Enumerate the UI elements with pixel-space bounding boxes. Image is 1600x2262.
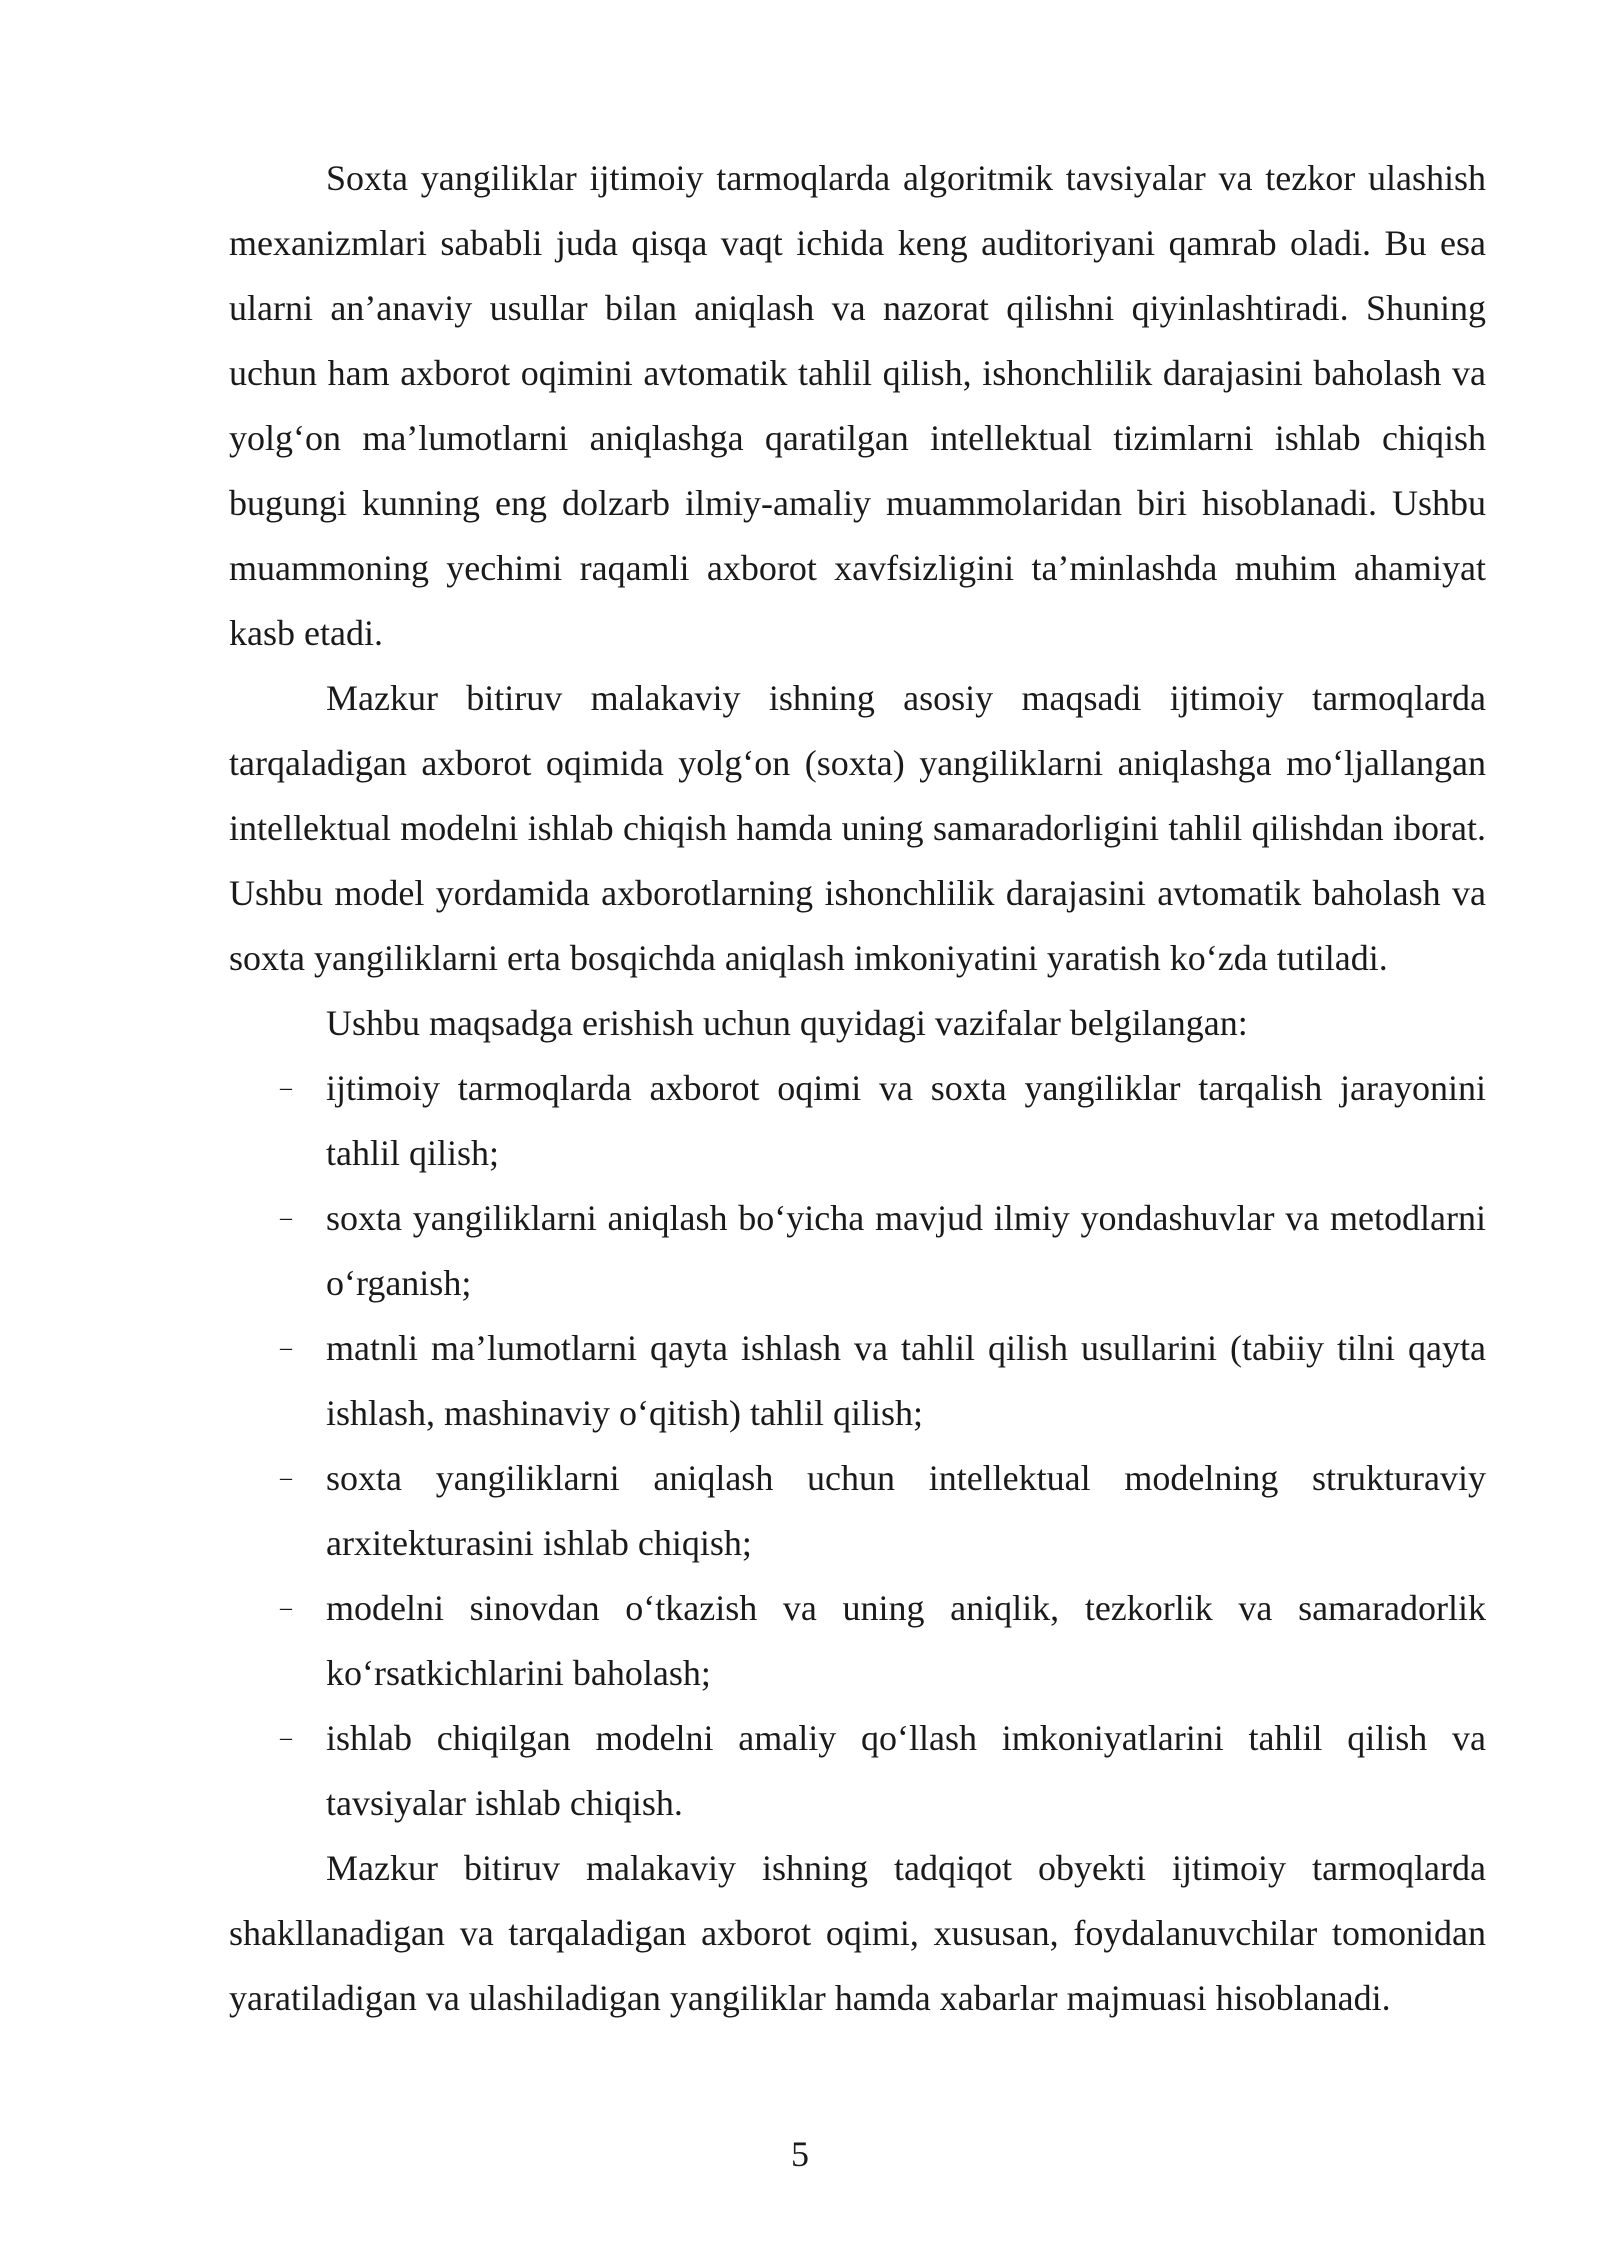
dash-bullet: –	[280, 1465, 292, 1491]
list-item-text: ishlab chiqilgan modelni amaliy qo‘llash imkoniyatlarini tahlil qilish va tavsiyalar ishlab chiqish.	[326, 1718, 1486, 1823]
dash-bullet: –	[280, 1205, 292, 1231]
document-page	[229, 146, 1486, 2031]
paragraph-problem-statement: Soxta yangiliklar ijtimoiy tarmoqlarda algoritmik tavsiyalar va tezkor ulashish mexanizmlari sababli juda qisqa vaqt ichida keng auditoriyani qamrab oladi. Bu esa ularni an’anaviy usullar bilan aniqlash va nazorat qilishni qiyinlashtiradi. Shuning uchun ham axborot oqimini avtomatik tahlil qilish, ishonchlilik darajasini baholash va yolg‘on ma’lumotlarni aniqlashga qaratilgan intellektual tizimlarni ishlab chiqish bugungi kunning eng dolzarb ilmiy-amaliy muammolaridan biri hisoblanadi. Ushbu muammoning yechimi raqamli axborot xavfsizligini ta’minlashda muhim ahamiyat kasb etadi.	[229, 158, 1486, 653]
dash-bullet: –	[280, 1075, 292, 1101]
paragraph-tasks-intro: Ushbu maqsadga erishish uchun quyidagi vazifalar belgilangan:	[326, 1003, 1248, 1043]
dash-bullet: –	[280, 1595, 292, 1621]
list-item-text: modelni sinovdan o‘tkazish va uning aniqlik, tezkorlik va samaradorlik ko‘rsatkichlarini baholash;	[326, 1588, 1486, 1693]
dash-bullet: –	[280, 1725, 292, 1751]
list-item	[229, 1576, 1486, 1706]
list-item-text: soxta yangiliklarni aniqlash bo‘yicha mavjud ilmiy yondashuvlar va metodlarni o‘rganish;	[326, 1198, 1486, 1303]
list-item-text: ijtimoiy tarmoqlarda axborot oqimi va soxta yangiliklar tarqalish jarayonini tahlil qilish;	[326, 1068, 1486, 1173]
task-list	[229, 1056, 1486, 1836]
list-item-text: soxta yangiliklarni aniqlash uchun intellektual modelning strukturaviy arxitekturasini ishlab chiqish;	[326, 1458, 1486, 1563]
list-item	[229, 1056, 1486, 1186]
list-item-text: matnli ma’lumotlarni qayta ishlash va tahlil qilish usullarini (tabiiy tilni qayta ishlash, mashinaviy o‘qitish) tahlil qilish;	[326, 1328, 1486, 1433]
list-item	[229, 1316, 1486, 1446]
list-item	[229, 1446, 1486, 1576]
paragraph-research-object: Mazkur bitiruv malakaviy ishning tadqiqot obyekti ijtimoiy tarmoqlarda shakllanadigan va tarqaladigan axborot oqimi, xususan, foydalanuvchilar tomonidan yaratiladigan va ulashiladigan yangiliklar hamda xabarlar majmuasi hisoblanadi.	[229, 1848, 1486, 2018]
paragraph-research-goal: Mazkur bitiruv malakaviy ishning asosiy maqsadi ijtimoiy tarmoqlarda tarqaladigan axborot oqimida yolg‘on (soxta) yangiliklarni aniqlashga mo‘ljallangan intellektual modelni ishlab chiqish hamda uning samaradorligini tahlil qilishdan iborat. Ushbu model yordamida axborotlarning ishonchlilik darajasini avtomatik baholash va soxta yangiliklarni erta bosqichda aniqlash imkoniyatini yaratish ko‘zda tutiladi.	[229, 678, 1486, 978]
list-item	[229, 1186, 1486, 1316]
page-number: 5	[791, 2134, 809, 2174]
list-item	[229, 1706, 1486, 1836]
dash-bullet: –	[280, 1335, 292, 1361]
